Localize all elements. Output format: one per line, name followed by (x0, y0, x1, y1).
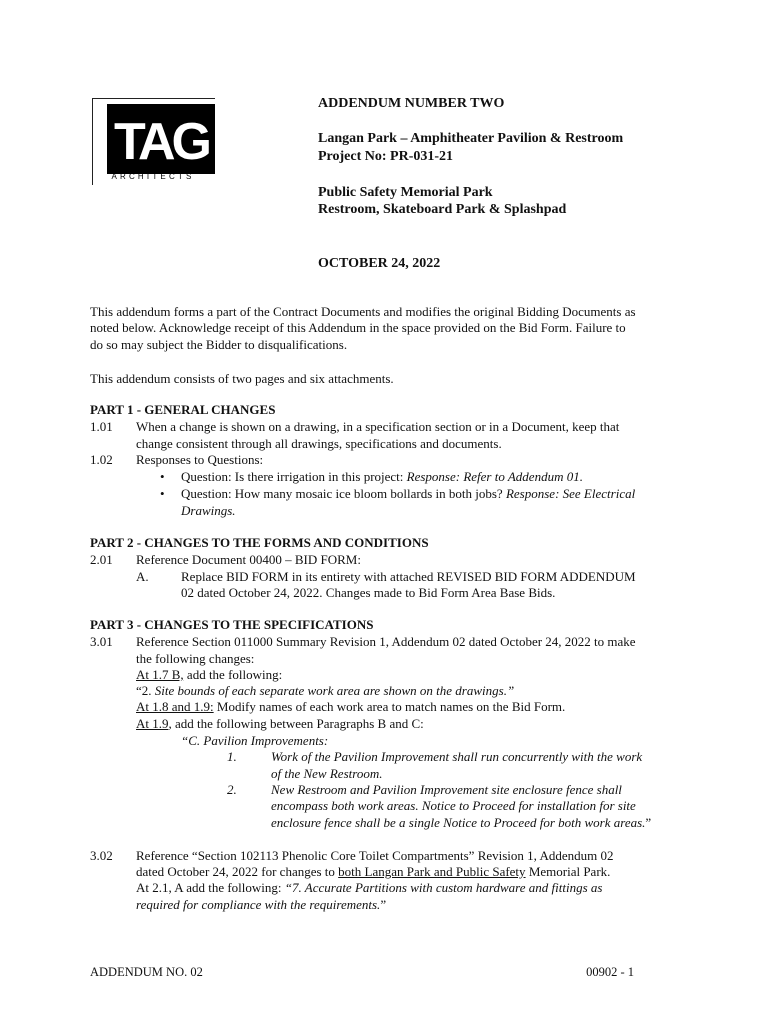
footer-left: ADDENDUM NO. 02 (90, 965, 203, 979)
item-text: At 1.8 and 1.9: Modify names of each work area to match names on the Bid Form. (136, 699, 566, 714)
part1-heading: PART 1 - GENERAL CHANGES (90, 402, 276, 417)
project2-name: Public Safety Memorial Park (318, 185, 493, 200)
logo-subtitle: ARCHITECTS (111, 172, 195, 181)
item-text: At 1.9, add the following between Paragraphs B and C: (136, 716, 424, 731)
bullet-icon: • (160, 469, 165, 484)
item-text: dated October 24, 2022 for changes to both Langan Park and Public Safety Memorial Park. (136, 864, 611, 879)
sub-label: A. (136, 569, 149, 584)
intro-line-3: do so may subject the Bidder to disqualifications. (90, 337, 348, 352)
item-number: 3.02 (90, 848, 113, 863)
logo-text: TAG (114, 113, 208, 171)
project1-number: Project No: PR-031-21 (318, 149, 454, 164)
intro-line-2: noted below. Acknowledge receipt of this Addendum in the space provided on the Bid Form. Failure to (90, 320, 626, 335)
item-number: 2.01 (90, 552, 113, 567)
sub-heading: “C. Pavilion Improvements: (181, 733, 329, 748)
item-text: change consistent through all drawings, specifications and documents. (136, 436, 502, 451)
project2-scope: Restroom, Skateboard Park & Splashpad (318, 202, 567, 217)
item-text: the following changes: (136, 651, 255, 666)
item-number: 1.02 (90, 452, 113, 467)
item-text: Reference Section 011000 Summary Revision 1, Addendum 02 dated October 24, 2022 to make (136, 634, 636, 649)
sub-number: 2. (227, 782, 237, 797)
item-text: encompass both work areas. Notice to Proceed for installation for site (271, 798, 636, 813)
bullet-icon: • (160, 486, 165, 501)
bullet-text: Drawings. (181, 503, 236, 518)
item-text: enclosure fence shall be a single Notice to Proceed for both work areas.” (271, 815, 652, 830)
addendum-date: OCTOBER 24, 2022 (318, 256, 441, 271)
part2-heading: PART 2 - CHANGES TO THE FORMS AND CONDITIONS (90, 535, 429, 550)
item-text: Replace BID FORM in its entirety with attached REVISED BID FORM ADDENDUM (181, 569, 636, 584)
item-text: Reference Document 00400 – BID FORM: (136, 552, 361, 567)
intro-line-1: This addendum forms a part of the Contract Documents and modifies the original Bidding Documents as (90, 304, 636, 319)
part3-heading: PART 3 - CHANGES TO THE SPECIFICATIONS (90, 617, 374, 632)
item-text: At 2.1, A add the following: “7. Accurate Partitions with custom hardware and fittings as (136, 880, 603, 895)
item-text: New Restroom and Pavilion Improvement site enclosure fence shall (271, 782, 622, 797)
bullet-text: Question: How many mosaic ice bloom bollards in both jobs? Response: See Electrical (181, 486, 636, 501)
project1-name: Langan Park – Amphitheater Pavilion & Restroom (318, 131, 624, 146)
item-text: 02 dated October 24, 2022. Changes made to Bid Form Area Base Bids. (181, 585, 556, 600)
quoted-text: “2. Site bounds of each separate work area are shown on the drawings.” (136, 683, 515, 698)
item-text: Work of the Pavilion Improvement shall run concurrently with the work (271, 749, 643, 764)
tag-logo (107, 104, 215, 174)
item-text: Responses to Questions: (136, 452, 264, 467)
item-text: required for compliance with the requirements.” (136, 897, 387, 912)
addendum-title: ADDENDUM NUMBER TWO (318, 96, 505, 111)
item-number: 3.01 (90, 634, 113, 649)
item-number: 1.01 (90, 419, 113, 434)
footer-page-number: 00902 - 1 (586, 965, 634, 979)
item-text: When a change is shown on a drawing, in a specification section or in a Document, keep that (136, 419, 620, 434)
item-text: of the New Restroom. (271, 766, 383, 781)
item-text: At 1.7 B, add the following: (136, 667, 283, 682)
sub-number: 1. (227, 749, 237, 764)
item-text: Reference “Section 102113 Phenolic Core Toilet Compartments” Revision 1, Addendum 02 (136, 848, 614, 863)
bullet-text: Question: Is there irrigation in this project: Response: Refer to Addendum 01. (181, 469, 583, 484)
intro-attachments: This addendum consists of two pages and six attachments. (90, 371, 394, 386)
